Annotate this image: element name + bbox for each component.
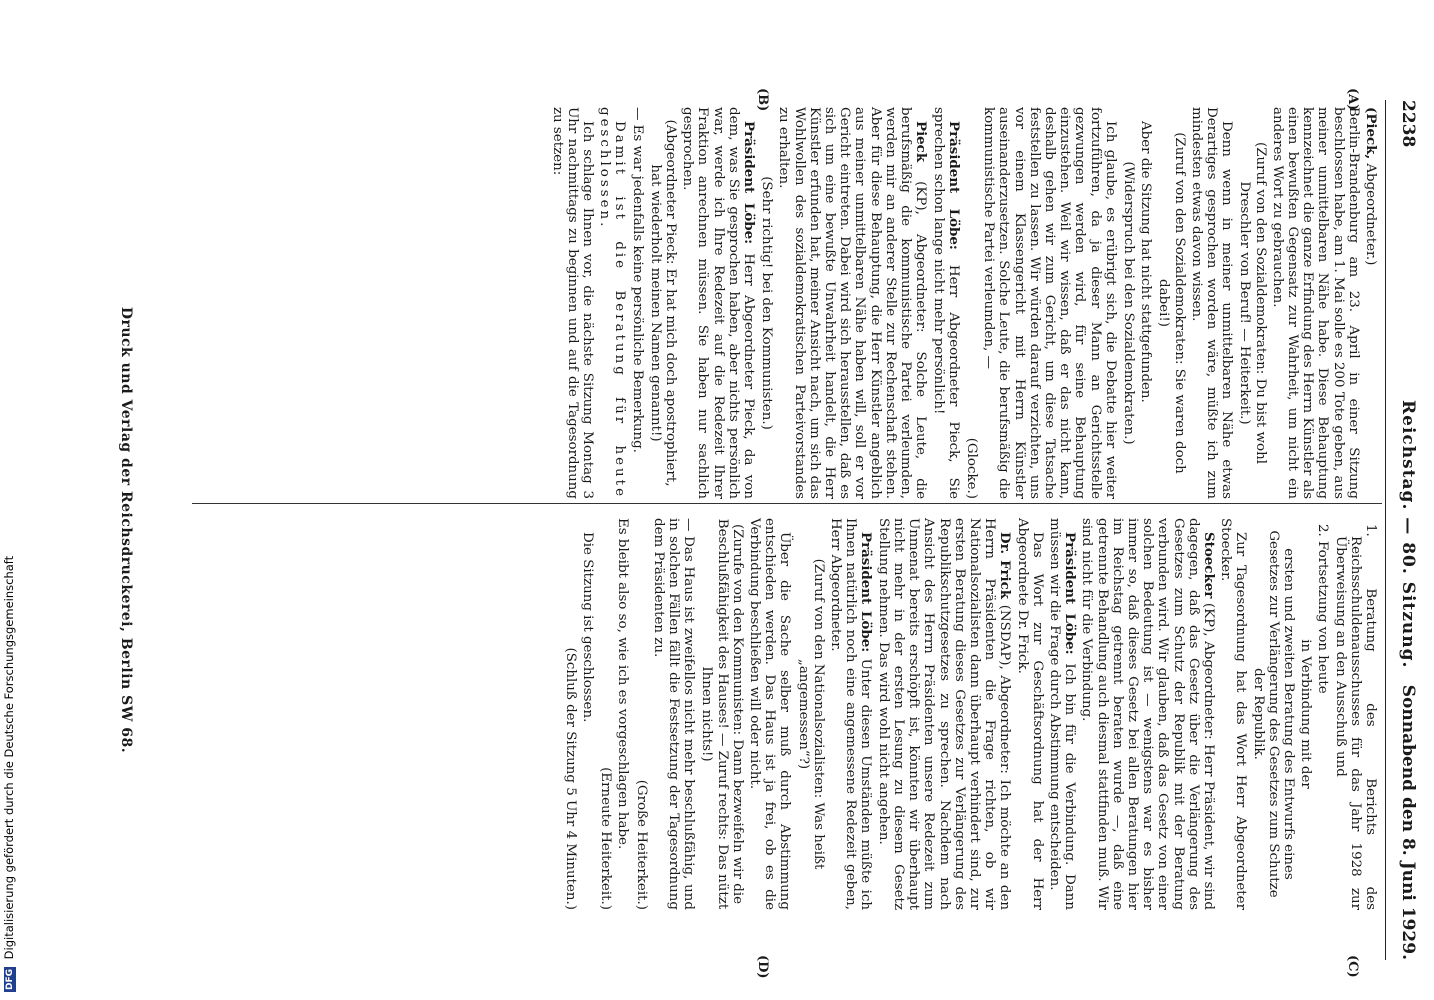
- paragraph-text: (Erneute Heiterkeit.): [598, 767, 614, 910]
- paragraph: [563, 518, 578, 910]
- paragraph-text: Ich glaube, es erübrigt sich, die Debatte hier weiter fortzuführen, da ja dieser Mann an Gerichtsstelle gezwungen werden wird, für seine Behauptung einzustehen. Weil wir wissen, daß er das nicht kann, deshalb gehen wir zum Gericht, um diese Tatsache feststellen zu lassen. Wir würden darauf verzichten, uns vor einem Klassengericht mit Herrn Künstler auseinanderzusetzen. Solche Leute, die berufsmäßig die kommunistische Partei verleumden, —: [981, 107, 1118, 499]
- paragraph-text: Die Sitzung ist geschlossen.: [580, 532, 596, 723]
- paragraph-text: (Abgeordneter Pieck: Er hat mich doch apostrophiert, hat wiederholt meinen Namen genannt!): [647, 119, 679, 487]
- paragraph: [1014, 518, 1044, 910]
- paragraph: [1315, 518, 1330, 910]
- paragraph-text: (Zurufe von den Kommunisten: Dann bezweifeln wir die Beschlußfähigkeit des Hauses! — Zuruf rechts: Das nützt Ihnen nichts!): [699, 518, 745, 910]
- paragraph-text: Ich bin für die Verbindung. Dann müssen wir die Frage durch Abstimmung entscheiden.: [1046, 518, 1078, 910]
- paragraph-text: (Zuruf von den Nationalsozialisten: Was heißt „angemessen“?): [795, 558, 826, 870]
- dfg-logo: DFG: [4, 968, 15, 990]
- paragraph-text: Herr Abgeordneter Pieck, Sie sprechen schon lange nicht mehr persönlich!: [930, 107, 961, 499]
- paragraph-text: Abgeordneter.): [1363, 159, 1378, 266]
- paragraph-text: (NSDAP), Abgeordneter: Ich möchte an den Herrn Präsidenten die Frage richten, ob wir Nationalsozialisten dann überhaupt verhindert sind, zur ersten Beratung dieses Gesetzes zur Verlängerung des Republikschutzgesetzes zu sprechen. Nachdem nach Ansicht des Herrn Präsidenten unsere Redezeit zum Unmenat bereits erschöpft ist, könnten wir überhaupt nicht mehr in der ersten Lesung zu diesem Gesetz Stellung nehmen. Das wird wohl nicht angehen.: [875, 518, 1013, 910]
- margin-mark-d: (D): [755, 955, 770, 979]
- speaker-name: Stoecker: [1200, 532, 1217, 599]
- paragraph: [1332, 518, 1378, 910]
- right-column: [560, 518, 1378, 910]
- paragraph: [597, 107, 627, 499]
- paragraph: [828, 518, 874, 910]
- paragraph: [1363, 107, 1378, 499]
- paragraph: [648, 107, 678, 499]
- paragraph: [1138, 107, 1153, 499]
- paragraph: [1298, 518, 1313, 910]
- paragraph: [981, 107, 1118, 499]
- speaker-name: Pieck: [913, 121, 930, 163]
- margin-mark-c: (C): [1345, 955, 1360, 978]
- paragraph-text: Aber die Sitzung hat nicht stattgefunden.: [1138, 121, 1154, 403]
- paragraph-text: (Zuruf von den Sozialdemokraten: Sie waren doch dabei!): [1156, 132, 1187, 474]
- paragraph: [747, 518, 793, 910]
- column-divider: [192, 503, 1382, 504]
- paragraph: [598, 518, 613, 910]
- speaker-name: Präsident Löbe:: [1062, 532, 1079, 655]
- paragraph-text: Das Wort zur Geschäftsordnung hat der Herr Abgeordnete Dr. Frick.: [1014, 518, 1045, 910]
- paragraph: [930, 107, 960, 499]
- paragraph: [1047, 518, 1077, 910]
- paragraph: [633, 518, 648, 910]
- paragraph: [1189, 107, 1235, 499]
- speaker-name: Präsident Löbe:: [945, 121, 962, 250]
- speaker-name: Dr. Frick: [997, 532, 1014, 600]
- paragraph-text: Ich schlage Ihnen vor, die nächste Sitzung Montag 3 Uhr nachmittags zu beginnen und auf die Tagesordnung zu setzen:: [549, 107, 596, 499]
- paragraph-text: Herr Abgeordneter Pieck, da von dem, was Sie gesprochen haben, aber nichts persönlich war, werde ich Ihre Redezeit auf die Redezeit Ihrer Fraktion anrechnen müssen. Sie haben nur sachlich gesprochen.: [680, 107, 757, 499]
- paragraph-text: (Große Heiterkeit.): [633, 779, 649, 910]
- margin-mark-b: (B): [755, 88, 770, 112]
- speaker-name: (Pieck,: [1363, 107, 1379, 160]
- paragraph: [615, 518, 630, 910]
- paragraph-text: Es bleibt also so, wie ich es vorgeschlagen habe.: [615, 518, 631, 850]
- paragraph-text: 1. Beratung des Berichts des Reichsschuldenausschusses für das Jahr 1928 zur Überweisung an den Ausschuß und: [1332, 524, 1378, 910]
- paragraph: [680, 107, 756, 499]
- printer-imprint: Druck und Verlag der Reichsdruckerei, Berlin SW 68.: [118, 306, 134, 754]
- paragraph: [580, 518, 595, 910]
- paragraph: [759, 107, 774, 499]
- page-header: [1388, 100, 1418, 960]
- paragraph-text: ersten und zweiten Beratung des Entwurfs eines Gesetzes zur Verlängerung des Gesetzes zum Schutze der Republik.: [1250, 530, 1296, 898]
- margin-mark-a: (A): [1345, 88, 1360, 111]
- paragraph-text: Über die Sache selber muß durch Abstimmung entschieden werden. Das Haus ist ja frei, ob es die Verbindung beschließen will oder nicht.: [747, 518, 793, 910]
- header-rule: [1385, 100, 1386, 960]
- left-column: [547, 107, 1378, 499]
- paragraph: [876, 518, 1013, 910]
- paragraph: [1250, 518, 1296, 910]
- paragraph: [1237, 107, 1267, 499]
- paragraph: [629, 107, 644, 499]
- paragraph-text: — Es war jedenfalls keine persönliche Bemerkung.: [629, 107, 645, 453]
- paragraph-text: 2. Fortsetzung von heute: [1315, 524, 1331, 694]
- paragraph: [776, 107, 928, 499]
- paragraph-text: (KP), Abgeordneter: Solche Leute, die berufsmäßig die kommunistische Partei verleumden, werden mir an anderer Stelle zur Rechenschaft stehen. Aber für diese Behauptung, die Herr Künstler angeblich aus meiner unmittelbaren Nähe haben will, soll er vor Gericht eintreten. Dabei wird sich herausstellen, daß es sich um eine bewußte Unwahrheit handelt, die Herr Künstler erfunden hat, meiner Ansicht nach, um sich das Wohlwollen des sozialdemokratischen Parteivorstandes zu erhalten.: [776, 107, 929, 499]
- paragraph: [795, 518, 825, 910]
- speaker-name: Präsident Löbe:: [741, 121, 758, 245]
- paragraph: [699, 518, 745, 910]
- paragraph: [651, 518, 697, 910]
- paragraph-text: Zur Tagesordnung hat das Wort Herr Abgeordneter Stoecker.: [1218, 518, 1249, 910]
- paragraph-text: in Verbindung mit der: [1298, 639, 1314, 789]
- digitization-strip: [2, 92, 20, 992]
- paragraph-text: Damit ist die Beratung für heute geschlossen.: [597, 107, 628, 499]
- paragraph-text: Berlin-Brandenburg am 23. April in einer Sitzung beschlossen habe, am 1. Mai solle es 200 Tote geben, aus meiner unmittelbaren Nähe habe. Diese Behauptung kennzeichnet die ganze Erfindung des Herrn Künstler als einen bewußten Gegensatz zur Wahrheit, um nicht ein anderes Wort zu gebrauchen.: [1269, 107, 1361, 499]
- paragraph: [1079, 518, 1216, 910]
- page-title: Reichstag. — 80. Sitzung.: [1398, 400, 1418, 669]
- paragraph-text: (KP), Abgeordneter: Herr Präsident, wir sind dagegen, daß das Gesetz über die Verlängerung des Gesetzes zum Schutz der Republik mit der Beratung verbunden wird. Wir glauben, daß das Gesetz von einer solchen Bedeutung ist — wenigstens war es bisher immer so, daß dieses Gesetz bei allen Beratungen hier im Reichstag getrennt beraten wurde —, daß eine getrennte Behandlung auch diesmal stattfinden muß. Wir sind nicht für die Verbindung.: [1079, 518, 1216, 910]
- paragraph-text: Denn wenn in meiner unmittelbaren Nähe etwas Derartiges gesprochen worden wäre, müßte ich zum mindesten etwas davon wissen.: [1188, 107, 1235, 499]
- paragraph-text: — Das Haus ist zweifellos nicht mehr beschlußfähig, und in solchen Fällen fällt die Festsetzung der Tagesordnung dem Präsidenten zu.: [650, 518, 697, 910]
- speaker-name: Präsident Löbe:: [858, 532, 875, 653]
- paragraph-text: Unter diesen Umständen müßte ich Ihnen natürlich noch eine angemessene Redezeit geben, Herr Abgeordneter.: [828, 518, 874, 910]
- digitization-text: Digitalisierung gefördert durch die Deutsche Forschungsgemeinschaft: [2, 555, 16, 960]
- paragraph-text: (Zuruf von den Sozialdemokraten: Du bist wohl Dreschler von Beruf! — Heiterkeit.): [1237, 142, 1268, 464]
- paragraph: [1156, 107, 1186, 499]
- paragraph: [1270, 107, 1361, 499]
- paragraph: [1121, 107, 1136, 499]
- paragraph: [549, 107, 595, 499]
- paragraph-text: (Glocke.): [963, 437, 979, 499]
- paragraph-text: (Sehr richtig! bei den Kommunisten.): [759, 176, 775, 430]
- session-date: Sonnabend den 8. Juni 1929.: [1398, 684, 1418, 960]
- paragraph: [1218, 518, 1248, 910]
- paragraph: [964, 107, 979, 499]
- page-number: 2238: [1398, 100, 1418, 148]
- paragraph-text: (Schluß der Sitzung 5 Uhr 4 Minuten.): [562, 647, 578, 910]
- paragraph-text: (Widerspruch bei den Sozialdemokraten.): [1120, 161, 1136, 445]
